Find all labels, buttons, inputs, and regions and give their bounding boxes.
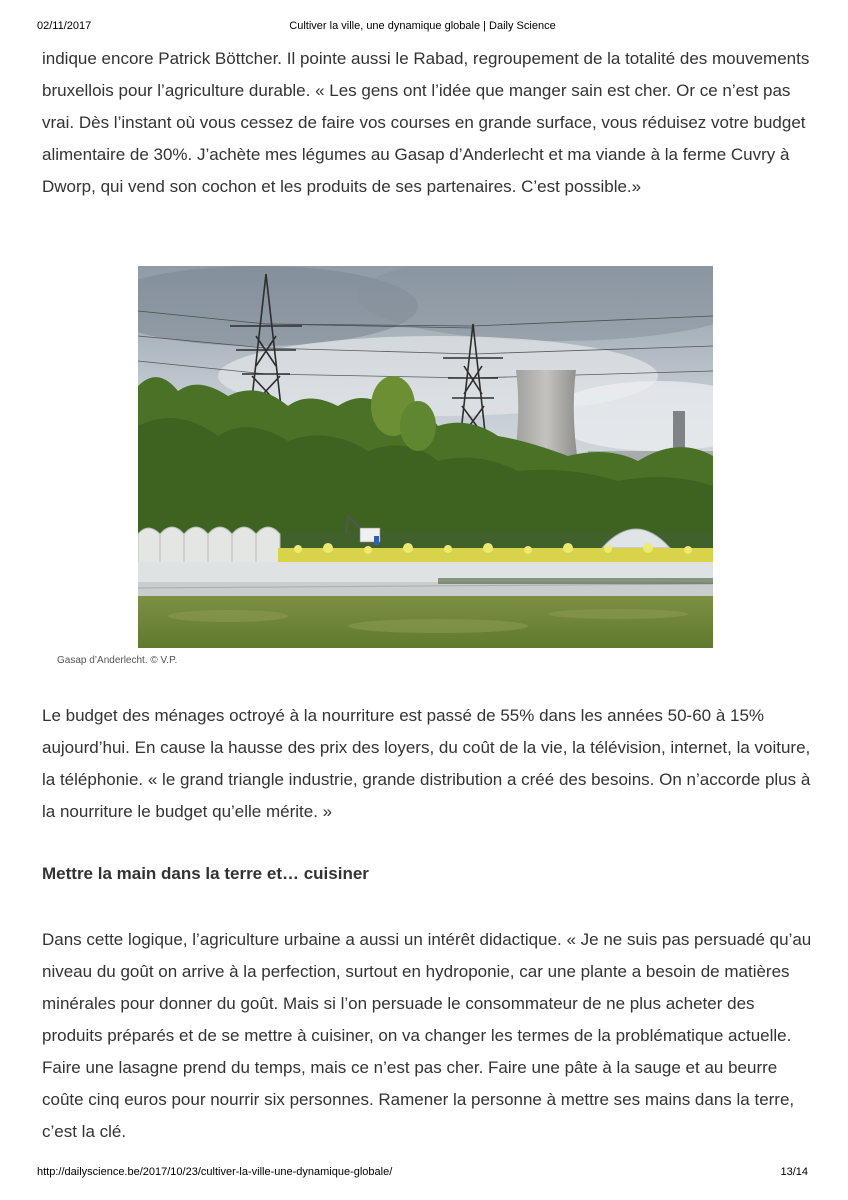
print-header: [37, 20, 808, 36]
section-heading: Mettre la main dans la terre et… cuisiner: [42, 864, 369, 883]
print-url[interactable]: http://dailyscience.be/2017/10/23/cultiver-la-ville-une-dynamique-globale/: [37, 1166, 393, 1178]
article-photo: [138, 266, 713, 648]
print-footer: [37, 1166, 808, 1182]
article-paragraph: indique encore Patrick Böttcher. Il pointe aussi le Rabad, regroupement de la totalité des mouvements bruxellois pour l’agriculture durable. « Les gens ont l’idée que manger sain est cher. Or ce n’est pas vrai. Dès l’instant où vous cessez de faire vos courses en grande surface, vous réduisez votre budget alimentaire de 30%. J’achète mes légumes au Gasap d’Anderlecht et ma viande à la ferme Cuvry à Dworp, qui vend son cochon et les produits de ses partenaires. C’est possible.»: [42, 49, 810, 196]
article-paragraph: Dans cette logique, l’agriculture urbaine a aussi un intérêt didactique. « Je ne suis pas persuadé qu’au niveau du goût on arrive à la perfection, surtout en hydroponie, car une plante a besoin de matières minérales pour donner du goût. Mais si l’on persuade le consommateur de ne plus acheter des produits préparés et de se mettre à cuisiner, on va changer les termes de la problématique actuelle. Faire une lasagne prend du temps, mais ce n’est pas cher. Faire une pâte à la sauge et au beurre coûte cinq euros pour nourrir six personnes. Ramener la personne à mettre ses mains dans la terre, c’est la clé.: [42, 930, 812, 1141]
page-number: 13/14: [780, 1166, 808, 1178]
print-date: 02/11/2017: [37, 20, 92, 32]
image-caption: Gasap d’Anderlecht. © V.P.: [57, 655, 178, 666]
article-paragraph: Le budget des ménages octroyé à la nourriture est passé de 55% dans les années 50-60 à 15% aujourd’hui. En cause la hausse des prix des loyers, du coût de la vie, la télévision, internet, la voiture, la téléphonie. « le grand triangle industrie, grande distribution a créé des besoins. On n’accorde plus à la nourriture le budget qu’elle mérite. »: [42, 706, 811, 821]
print-page-title: Cultiver la ville, une dynamique globale | Daily Science: [289, 20, 556, 32]
